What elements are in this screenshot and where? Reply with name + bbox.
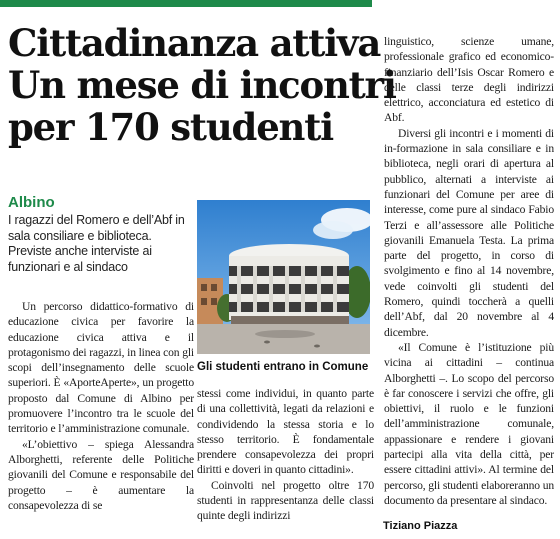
article-column-2 [197,386,374,524]
photo-caption: Gli studenti entrano in Comune [197,361,369,373]
headline-line-3: per 170 studenti [8,105,333,149]
section-top-bar [0,0,372,7]
subheadline: I ragazzi del Romero e dell’Abf in sala consiliare e biblioteca. Previste anche interviste ai funzionari e al sindaco [8,213,185,274]
paragraph: linguistico, scienze umane, professionale grafico ed economico-finanziario dell’Isis Oscar Romero e delle classi terze degli indirizzi elettrico, acconciatura ed estetico di Abf. [384,35,554,125]
article-column-1 [8,299,194,513]
paragraph: Diversi gli incontri e i momenti di in-formazione in sala consiliare e in biblioteca, negli orari di apertura al pubblico, alternati a interviste ai funzionari del Comune per aree di interesse, come pure al sindaco Fabio Terzi e all’assessore alle Politiche giovanili Emanuela Testa. La prima parte del progetto, in corso di svolgimento e fino al 14 novembre, vede coinvolti gli studenti del Romero, quindi toccherà a quelli dell’Abf, dal 20 novembre al 4 dicembre. [384,126,554,339]
paragraph: Un percorso didattico-formativo di educazione civica per favorire la educazione civica attiva e il protagonismo dei ragazzi, in linea con gli scopi dell’insegnamento delle scuole superiori. È «AporteAperte», un progetto proposto dal Comune di Albino per promuovere l’incontro tra le scuole del territorio e l’amministrazione comunale. [8,300,194,436]
town-hall-photo [197,200,370,354]
paragraph: «L’obiettivo – spiega Alessandra Alborghetti, referente delle Politiche giovanili del Comune e responsabile del progetto – è aumentare la consapevolezza di se [8,437,194,512]
article-column-3 [384,34,554,508]
location-kicker: Albino [8,194,55,211]
headline-line-2: Un mese di incontri [8,63,396,107]
headline [8,21,396,149]
paragraph: «Il Comune è l’istituzione più vicina ai cittadini – continua Alborghetti –. Lo scopo del percorso è far conoscere i servizi che offre, gli obiettivi, il ruolo e le funzioni dell’amministrazione comunale, appassionare e rendere i giovani partecipi alla vita della città, per essere cittadini attivi». Al termine del percorso, gli studenti elaboreranno un documento da presentare al sindaco. [384,340,554,507]
headline-line-1: Cittadinanza attiva [8,21,381,65]
author-byline: Tiziano Piazza [383,520,458,532]
paragraph: stessi come individui, in quanto parte di una collettività, legati da relazioni e condividendo la stessa storia e lo stesso territorio. È fondamentale prendere consapevolezza dei propri diritti e doveri in quanto cittadini». [197,387,374,477]
paragraph: Coinvolti nel progetto oltre 170 studenti in rappresentanza delle classi quinte degli indirizzi [197,478,374,523]
